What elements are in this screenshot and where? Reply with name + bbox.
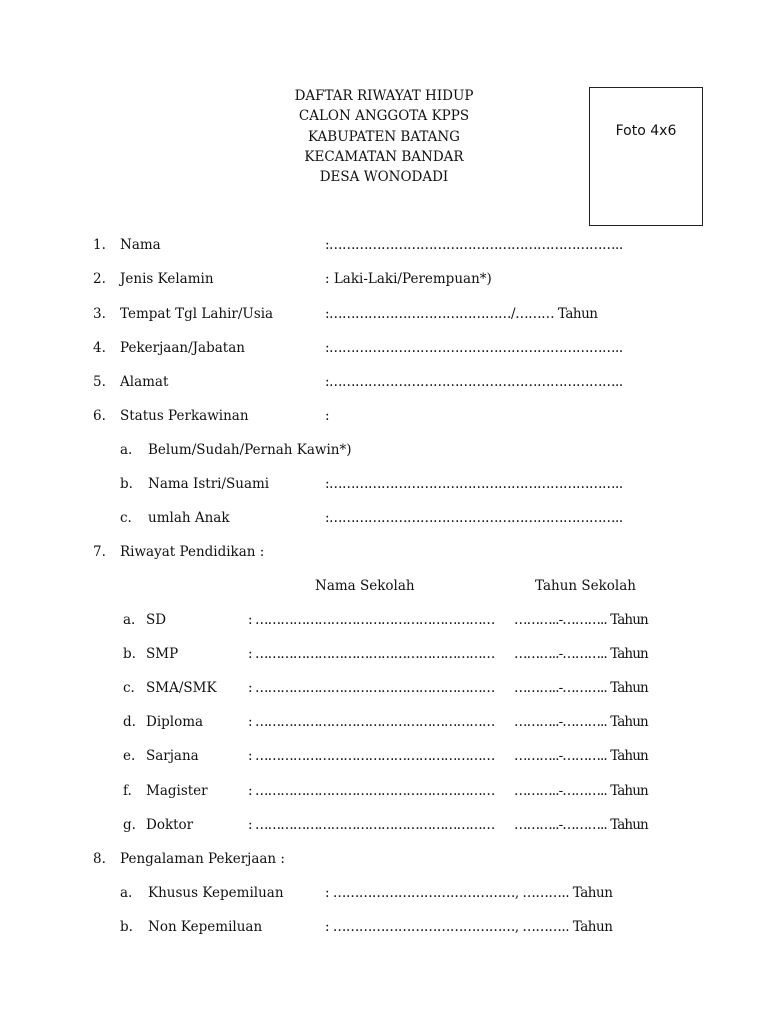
experience-label-kepemiluan: Khusus Kepemiluan: [148, 885, 284, 901]
edu-school-field[interactable]: : …………………………………………………: [248, 748, 495, 764]
edu-year-field[interactable]: ………..-……….. Tahun: [514, 817, 648, 833]
field-label-jumlah-anak: umlah Anak: [148, 510, 230, 526]
sub-letter: a.: [120, 885, 133, 901]
experience-label-non-kepemiluan: Non Kepemiluan: [148, 919, 263, 935]
marital-status-option: Belum/Sudah/Pernah Kawin*): [148, 442, 352, 458]
edu-letter: e.: [123, 748, 136, 764]
edu-year-field[interactable]: ………..-……….. Tahun: [514, 748, 648, 764]
field-label-alamat: Alamat: [120, 374, 169, 390]
edu-level: Sarjana: [146, 748, 199, 764]
edu-letter: d.: [123, 714, 136, 730]
field-number: 6.: [93, 408, 106, 424]
edu-year-field[interactable]: ………..-……….. Tahun: [514, 612, 648, 628]
edu-school-field[interactable]: : …………………………………………………: [248, 646, 495, 662]
edu-school-field[interactable]: : …………………………………………………: [248, 680, 495, 696]
field-value-pekerjaan[interactable]: :…………………………………………………………..: [325, 340, 623, 356]
column-header-year: Tahun Sekolah: [535, 578, 636, 594]
header-line: CALON ANGGOTA KPPS: [298, 108, 470, 125]
edu-school-field[interactable]: : …………………………………………………: [248, 783, 495, 799]
edu-year-field[interactable]: ………..-……….. Tahun: [514, 714, 648, 730]
header-line: DAFTAR RIWAYAT HIDUP: [294, 88, 474, 104]
field-label-jenis-kelamin: Jenis Kelamin: [120, 271, 214, 287]
field-value-nama-istri-suami[interactable]: :…………………………………………………………..: [325, 476, 623, 492]
sub-letter: b.: [120, 476, 133, 492]
field-value-jumlah-anak[interactable]: :…………………………………………………………..: [325, 510, 623, 526]
field-label-nama: Nama: [120, 237, 161, 253]
field-label-tempat-tgl-lahir: Tempat Tgl Lahir/Usia: [120, 306, 274, 322]
experience-title: Pengalaman Pekerjaan :: [120, 851, 285, 867]
field-label-status-perkawinan: Status Perkawinan: [120, 408, 249, 424]
experience-value-non-kepemiluan[interactable]: : ……………………………………, ……….. Tahun: [325, 919, 613, 935]
edu-level: Diploma: [146, 714, 204, 730]
edu-level: SMP: [146, 646, 179, 662]
field-label-pekerjaan: Pekerjaan/Jabatan: [120, 340, 245, 356]
experience-value-kepemiluan[interactable]: : ……………………………………, ……….. Tahun: [325, 885, 613, 901]
edu-letter: a.: [123, 612, 136, 628]
header-line: DESA WONODADI: [319, 169, 449, 186]
edu-letter: b.: [123, 646, 136, 662]
header-line: KECAMATAN BANDAR: [304, 148, 464, 165]
field-number: 3.: [93, 306, 106, 322]
field-value-tempat-tgl-lahir[interactable]: :……………………………………/……… Tahun: [325, 306, 598, 322]
field-number: 1.: [93, 237, 106, 253]
field-value-alamat[interactable]: :…………………………………………………………..: [325, 374, 623, 390]
field-value-status-perkawinan[interactable]: :: [325, 408, 330, 424]
sub-letter: c.: [120, 510, 132, 526]
edu-letter: c.: [123, 680, 135, 696]
education-title: Riwayat Pendidikan :: [120, 544, 265, 560]
field-label-nama-istri-suami: Nama Istri/Suami: [148, 476, 270, 492]
document-header: [234, 86, 534, 187]
sub-letter: a.: [120, 442, 133, 458]
photo-placeholder-box: [589, 87, 703, 226]
edu-level: SMA/SMK: [146, 680, 217, 696]
field-number: 4.: [93, 340, 106, 356]
edu-school-field[interactable]: : …………………………………………………: [248, 714, 495, 730]
edu-school-field[interactable]: : …………………………………………………: [248, 612, 495, 628]
field-number: 7.: [93, 544, 106, 560]
edu-letter: f.: [123, 783, 132, 799]
edu-level: Magister: [146, 783, 208, 799]
edu-year-field[interactable]: ………..-……….. Tahun: [514, 783, 648, 799]
field-number: 5.: [93, 374, 106, 390]
field-value-nama[interactable]: :…………………………………………………………..: [325, 237, 623, 253]
edu-year-field[interactable]: ………..-……….. Tahun: [514, 646, 648, 662]
edu-school-field[interactable]: : …………………………………………………: [248, 817, 495, 833]
edu-year-field[interactable]: ………..-……….. Tahun: [514, 680, 648, 696]
edu-level: Doktor: [146, 817, 194, 833]
field-value-jenis-kelamin[interactable]: : Laki-Laki/Perempuan*): [325, 271, 492, 287]
edu-letter: g.: [123, 817, 136, 833]
photo-label: Foto 4x6: [615, 123, 677, 139]
sub-letter: b.: [120, 919, 133, 935]
column-header-school: Nama Sekolah: [315, 578, 415, 594]
edu-level: SD: [146, 612, 167, 628]
header-line: KABUPATEN BATANG: [308, 128, 460, 145]
field-number: 8.: [93, 851, 106, 867]
field-number: 2.: [93, 271, 106, 287]
